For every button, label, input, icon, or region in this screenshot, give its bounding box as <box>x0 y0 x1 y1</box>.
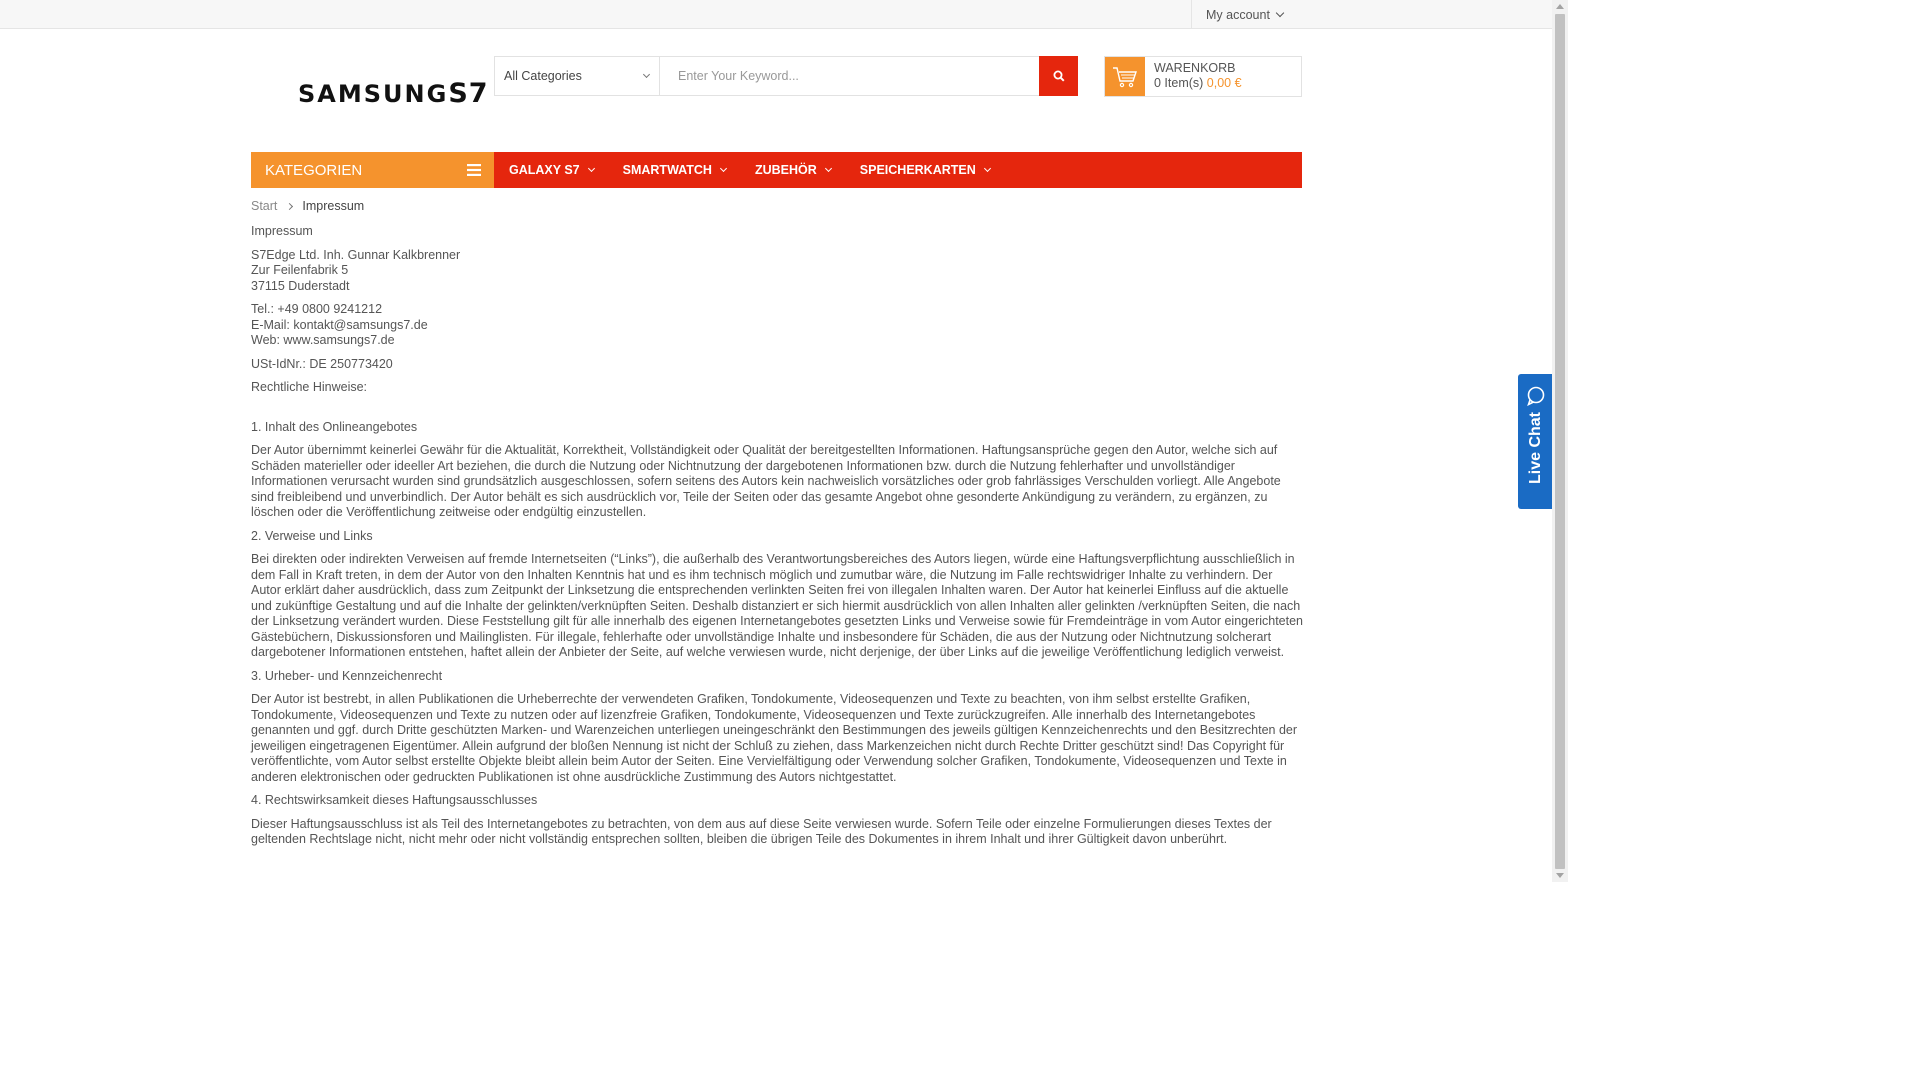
breadcrumb <box>251 199 364 213</box>
nav-item-label: ZUBEHÖR <box>754 163 817 177</box>
nav-item-zubehoer[interactable] <box>740 152 845 188</box>
top-bar <box>0 0 1552 29</box>
cart-total: 0,00 € <box>1206 76 1242 90</box>
search-input[interactable] <box>660 57 1039 95</box>
my-account-dropdown[interactable] <box>1191 0 1302 29</box>
breadcrumb-current: Impressum <box>302 199 365 213</box>
chevron-down-icon <box>720 164 727 171</box>
nav-item-speicherkarten[interactable] <box>845 152 1004 188</box>
search-icon <box>1053 70 1065 82</box>
nav-item-label: GALAXY S7 <box>509 163 580 177</box>
contact-email: E-Mail: kontakt@samsungs7.de <box>251 317 428 332</box>
nav-item-galaxy-s7[interactable] <box>494 152 608 188</box>
hamburger-menu-icon <box>467 164 481 176</box>
cart-title: WARENKORB <box>1154 61 1236 75</box>
chevron-down-icon <box>588 164 595 171</box>
section-body: Dieser Haftungsausschluss ist als Teil des Internetangebotes zu betrachten, von dem aus auf diese Seite verwiesen wurde. Sofern Teile oder einzelne Formulierungen dieses Textes der geltenden Rechtslage nicht, nicht mehr oder nicht vollständig entsprechen sollten, bleiben die übrigen Teile des Dokumentes in ihrem Inhalt und ihrer Gültigkeit davon unberührt. <box>251 816 1272 846</box>
my-account-label: My account <box>1206 7 1270 22</box>
page-scrollbar[interactable] <box>1552 0 1568 882</box>
contact-phone: Tel.: +49 0800 9241212 <box>251 302 383 316</box>
scroll-down-arrow-icon[interactable] <box>1556 873 1564 878</box>
chevron-down-icon <box>1276 8 1284 16</box>
section-title: 4. Rechtswirksamkeit dieses Haftungsausschlusses <box>251 793 538 807</box>
cart-icon-box <box>1105 57 1145 96</box>
address-block <box>251 248 1303 295</box>
categories-menu-toggle[interactable] <box>251 152 494 188</box>
address-line: 37115 Duderstadt <box>251 278 350 293</box>
shopping-cart-icon <box>1112 66 1138 88</box>
nav-item-label: SMARTWATCH <box>622 163 712 177</box>
cart-summary <box>1154 76 1242 91</box>
search-button[interactable] <box>1039 56 1078 96</box>
address-line: S7Edge Ltd. Inh. Gunnar Kalkbrenner <box>251 247 461 262</box>
cart-widget[interactable] <box>1104 56 1302 97</box>
live-chat-label: Live Chat <box>1527 412 1544 485</box>
logo-brand: SAMSUNG <box>298 80 449 108</box>
chevron-down-icon <box>825 164 832 171</box>
vat-id: USt-IdNr.: DE 250773420 <box>251 356 393 371</box>
legal-heading: Rechtliche Hinweise: <box>251 380 368 394</box>
site-logo[interactable] <box>298 78 489 109</box>
chevron-down-icon <box>643 70 650 77</box>
cart-item-count: 0 Item(s) <box>1154 76 1204 90</box>
categories-label: KATEGORIEN <box>265 161 363 179</box>
section-title: 1. Inhalt des Onlineangebotes <box>251 419 418 434</box>
logo-model: S7 <box>448 78 489 109</box>
scrollbar-thumb[interactable] <box>1555 14 1565 869</box>
section-body: Bei direkten oder indirekten Verweisen auf fremde Internetseiten (“Links”), die außerhalb des Verantwortungsbereiches des Autors liegen, würde eine Haftungsverpflichtung ausschließlich in dem Fall in Kraft treten, in dem der Autor von den Inhalten Kenntnis hat und es ihm technisch möglich und zumutbar wäre, die Nutzung im Falle rechtswidriger Inhalte zu verhindern. Der Autor erklärt daher ausdrücklich, dass zum Zeitpunkt der Linksetzung die entsprechenden verlinkten Seiten frei von illegalen Inhalten waren. Der Autor hat keinerlei Einfluss auf die aktuelle und zukünftige Gestaltung und auf die Inhalte der gelinkten/verknüpften Seiten. Deshalb distanziert er sich hiermit ausdrücklich von allen Inhalten aller gelinkten /verknüpften Seiten, die nach der Linksetzung verändert wurden. Diese Feststellung gilt für alle innerhalb des eigenen Internetangebotes gesetzten Links und Verweise sowie für Fremdeinträge in vom Autor eingerichteten Gästebüchern, Diskussionsforen und Mailinglisten. Für illegale, fehlerhafte oder unvollständige Inhalte und insbesondere für Schäden, die aus der Nutzung oder Nichtnutzung solcherart dargebotener Informationen entstehen, haftet allein der Anbieter der Seite, auf welche verwiesen wurde, nicht derjenige, der über Links auf die jeweilige Veröffentlichung lediglich verweist. <box>251 552 1304 659</box>
page-heading: Impressum <box>251 224 313 238</box>
chevron-right-icon <box>286 202 293 209</box>
category-select-value: All Categories <box>504 69 582 83</box>
section-title: 3. Urheber- und Kennzeichenrecht <box>251 668 443 683</box>
impressum-content <box>251 224 1303 856</box>
chevron-down-icon <box>984 164 991 171</box>
menu-bar <box>494 152 1302 188</box>
section-body: Der Autor ist bestrebt, in allen Publikationen die Urheberrechte der verwendeten Grafiken, Tondokumente, Videosequenzen und Texte zu beachten, von ihm selbst erstellte Grafiken, Tondokumente, Videosequenzen und Texte zu nutzen oder auf lizenzfreie Grafiken, Tondokumente, Videosequenzen und Texte zurückzugreifen. Alle innerhalb des Internetangebotes genannten und ggf. durch Dritte geschützten Marken- und Warenzeichen unterliegen uneingeschränkt den Bestimmungen des jeweils gültigen Kennzeichenrechts und den Besitzrechten der jeweiligen eingetragenen Eigentümer. Allein aufgrund der bloßen Nennung ist nicht der Schluß zu ziehen, dass Markenzeichen nicht durch Rechte Dritter geschützt sind! Das Copyright für veröffentlichte, vom Autor selbst erstellte Objekte bleibt allein beim Autor der Seiten. Eine Vervielfältigung oder Verwendung solcher Grafiken, Tondokumente, Videosequenzen und Texte in anderen elektronischen oder gedruckten Publikationen ist ohne ausdrückliche Zustimmung des Autors nichtgestattet. <box>251 692 1298 784</box>
main-navigation <box>251 152 1302 188</box>
contact-block <box>251 302 1303 349</box>
chat-bubble-icon <box>1526 386 1546 406</box>
category-select[interactable] <box>495 57 660 95</box>
contact-web: Web: www.samsungs7.de <box>251 333 395 347</box>
search-bar <box>494 56 1078 96</box>
live-chat-button[interactable] <box>1518 374 1554 509</box>
section-title: 2. Verweise und Links <box>251 528 373 543</box>
nav-item-label: SPEICHERKARTEN <box>859 163 976 177</box>
breadcrumb-home-link[interactable]: Start <box>251 199 278 213</box>
scroll-up-arrow-icon[interactable] <box>1556 4 1564 9</box>
address-line: Zur Feilenfabrik 5 <box>251 263 349 277</box>
section-body: Der Autor übernimmt keinerlei Gewähr für die Aktualität, Korrektheit, Vollständigkeit oder Qualität der bereitgestellten Informationen. Haftungsansprüche gegen den Autor, welche sich auf Schäden materieller oder ideeller Art beziehen, die durch die Nutzung oder Nichtnutzung der dargebotenen Informationen bzw. durch die Nutzung fehlerhafter und unvollständiger Informationen verursacht wurden sind grundsätzlich ausgeschlossen, sofern seitens des Autors kein nachweislich vorsätzliches oder grob fahrlässiges Verschulden vorliegt. Alle Angebote sind freibleibend und unverbindlich. Der Autor behält es sich ausdrücklich vor, Teile der Seiten oder das gesamte Angebot ohne gesonderte Ankündigung zu verändern, zu ergänzen, zu löschen oder die Veröffentlichung zeitweise oder endgültig einzustellen. <box>251 443 1281 519</box>
nav-item-smartwatch[interactable] <box>608 152 740 188</box>
